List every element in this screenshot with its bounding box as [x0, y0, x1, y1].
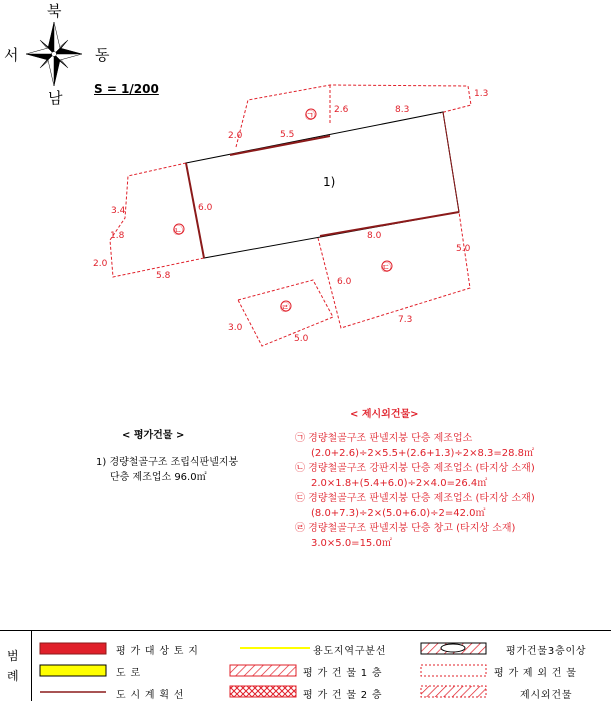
dim-label: 2.0: [93, 259, 108, 269]
legend-label-zoning-line: 용도지역구분선: [313, 646, 387, 657]
legend-title-bottom: 례: [7, 669, 19, 683]
building-right-wall: [443, 112, 459, 212]
legend-label-floor2: 평 가 건 물 2 층: [303, 690, 383, 701]
dim-label: 1.3: [474, 89, 489, 99]
building-label: 1): [323, 175, 336, 189]
dim-label: 7.3: [398, 315, 413, 325]
dim-label: 1.8: [110, 231, 125, 241]
dim-label: 3.0: [228, 323, 243, 333]
legend-label-floor3: 평가건물3층이상: [506, 646, 587, 657]
evaluated-line: 단층 제조업소 96.0㎡: [110, 472, 207, 483]
dim-label: 8.3: [395, 105, 410, 115]
circle-label-a: ㉠: [305, 111, 315, 122]
extension-a-outline: [236, 85, 471, 147]
legend-label-road: 도 로: [116, 668, 141, 679]
dim-label: 5.5: [280, 130, 295, 140]
legend-label-city-plan: 도 시 계 획 선: [116, 690, 185, 701]
compass-south: 남: [48, 89, 63, 107]
excluded-line: (8.0+7.3)÷2×(5.0+6.0)÷2=42.0㎡: [311, 508, 486, 519]
legend-label-target-land: 평 가 대 상 토 지: [116, 646, 199, 657]
legend-swatch-floor1: [230, 665, 296, 676]
legend-swatch-road: [40, 665, 106, 676]
excluded-line: 3.0×5.0=15.0㎡: [311, 538, 392, 549]
extension-c-outline: [318, 212, 470, 328]
legend-swatch-floor2: [230, 686, 296, 697]
evaluated-heading: < 평가건물 >: [122, 430, 185, 441]
dim-label: 8.0: [367, 231, 382, 241]
excluded-line: ㉠ 경량철골구조 판넬지붕 단층 제조업소: [295, 433, 473, 444]
legend-label-floor1: 평 가 건 물 1 층: [303, 668, 383, 679]
dim-label: 5.0: [456, 244, 471, 254]
legend-swatch-excluded-hatch: [421, 686, 486, 697]
legend-swatch-excluded-outline: [421, 665, 486, 676]
evaluated-line: 1) 경량철골구조 조립식판넬지붕: [96, 457, 239, 468]
excluded-line: (2.0+2.6)÷2×5.5+(2.6+1.3)÷2×8.3=28.8㎡: [311, 448, 535, 459]
excluded-line: 2.0×1.8+(5.4+6.0)÷2×4.0=26.4㎡: [311, 478, 488, 489]
excluded-heading: < 제시외건물>: [350, 409, 419, 420]
dim-label: 6.0: [198, 203, 213, 213]
circle-label-c: ㉢: [381, 263, 391, 274]
dim-label: 6.0: [337, 277, 352, 287]
compass-north: 북: [47, 2, 62, 20]
compass-east: 동: [95, 46, 110, 64]
legend-label-excluded-outline: 평 가 제 외 건 물: [494, 668, 577, 679]
scale-label: S = 1/200: [94, 82, 159, 96]
building-bottom-wall: [320, 212, 459, 236]
dim-label: 3.4: [111, 206, 126, 216]
circle-label-d: ㉣: [280, 303, 290, 314]
dim-label: 5.8: [156, 271, 171, 281]
legend-title-top: 범: [7, 649, 19, 663]
dim-label: 5.0: [294, 334, 309, 344]
dim-label: 2.0: [228, 131, 243, 141]
excluded-line: ㉣ 경량철골구조 판넬지붕 단층 창고 (타지상 소재): [295, 523, 516, 534]
legend-swatch-target-land: [40, 643, 106, 654]
circle-label-b: ㉡: [173, 226, 183, 237]
legend-label-excluded-hatch: 제시외건물: [520, 690, 573, 701]
excluded-line: ㉢ 경량철골구조 판넬지붕 단층 제조업소 (타지상 소재): [295, 493, 535, 504]
compass-west: 서: [4, 46, 19, 64]
excluded-line: ㉡ 경량철골구조 강판지붕 단층 제조업소 (타지상 소재): [295, 463, 535, 474]
legend: [0, 630, 611, 701]
dim-label: 2.6: [334, 105, 349, 115]
